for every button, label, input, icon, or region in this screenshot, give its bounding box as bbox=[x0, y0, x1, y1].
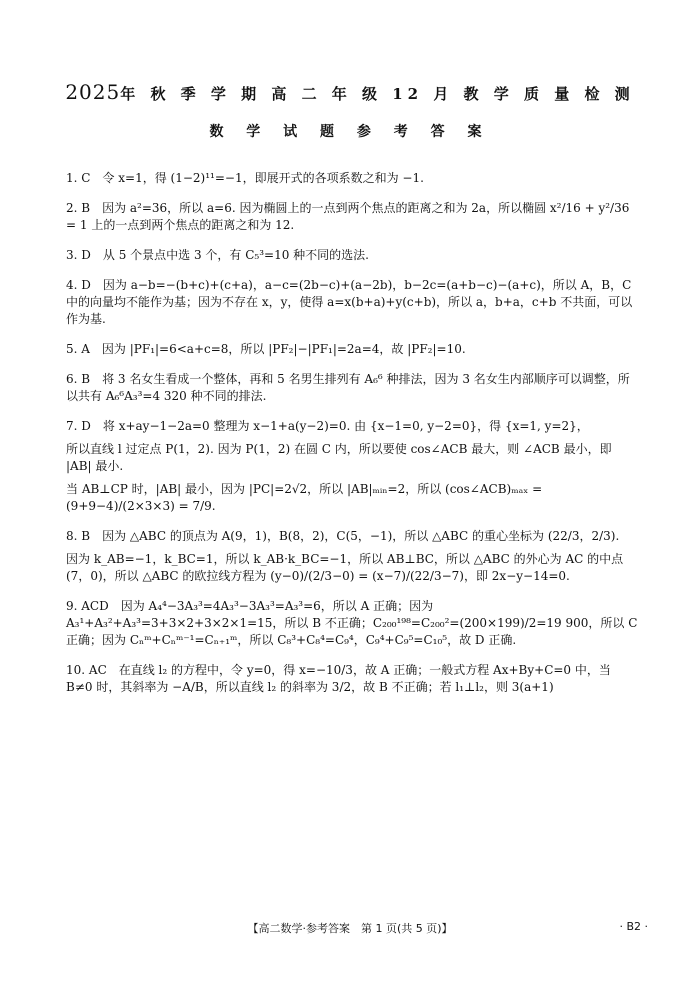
answer-item bbox=[66, 170, 638, 187]
exam-year: 2025 bbox=[65, 80, 121, 104]
answer-paragraph: 所以直线 l 过定点 P(1，2). 因为 P(1，2) 在圆 C 内，所以要使 cos∠ACB 最大，则 ∠ACB 最小，即 |AB| 最小. bbox=[66, 442, 612, 473]
answer-paragraph: 3. D 从 5 个景点中选 3 个，有 C₅³=10 种不同的选法. bbox=[66, 248, 369, 262]
document-subtitle: 数 学 试 题 参 考 答 案 bbox=[209, 124, 491, 140]
answer-item bbox=[66, 277, 638, 328]
answer-paragraph: 10. AC 在直线 l₂ 的方程中，令 y=0，得 x=−10/3，故 A 正确；一般式方程 Ax+By+C=0 中，当 B≠0 时，其斜率为 −A/B，所以直线 l₂ 的斜率为 3/2，故 B 不正确；若 l₁⊥l₂，则 3(a+1) bbox=[66, 663, 611, 694]
answer-list bbox=[66, 170, 638, 709]
answer-item bbox=[66, 662, 638, 696]
answer-paragraph: 因为 k_AB=−1，k_BC=1，所以 k_AB·k_BC=−1，所以 AB⊥BC，所以 △ABC 的外心为 AC 的中点 (7，0)，所以 △ABC 的欧拉线方程为 (y−0)/(2/3−0) = (x−7)/(22/3−7)，即 2x−y−14=0. bbox=[66, 552, 624, 583]
answer-paragraph: 当 AB⊥CP 时，|AB| 最小，因为 |PC|=2√2，所以 |AB|ₘᵢₙ=2，所以 (cos∠ACB)ₘₐₓ = (9+9−4)/(2×3×3) = 7/9. bbox=[66, 482, 543, 513]
answer-item bbox=[66, 371, 638, 405]
exam-title-text: 年 秋 季 学 期 高 二 年 级 12 月 教 学 质 量 检 测 bbox=[120, 85, 635, 103]
answer-paragraph: 2. B 因为 a²=36，所以 a=6. 因为椭圆上的一点到两个焦点的距离之和为 2a，所以椭圆 x²/16 + y²/36 = 1 上的一点到两个焦点的距离之和为 12. bbox=[66, 201, 630, 232]
answer-item bbox=[66, 598, 638, 649]
answer-item bbox=[66, 418, 638, 515]
answer-item bbox=[66, 247, 638, 264]
answer-paragraph: 9. ACD 因为 A₄⁴−3A₃³=4A₃³−3A₃³=A₃³=6，所以 A 正确；因为 A₃¹+A₃²+A₃³=3+3×2+3×2×1=15，所以 B 不正确；C₂₀₀¹⁹⁸=C₂₀₀²=(200×199)/2=19 900，所以 C 正确；因为 Cₙᵐ+Cₙᵐ⁻¹=Cₙ₊₁ᵐ，所以 C₈³+C₈⁴=C₉⁴，C₉⁴+C₉⁵=C₁₀⁵，故 D 正确. bbox=[66, 599, 638, 647]
answer-item bbox=[66, 528, 638, 585]
page-footer: 【高二数学·参考答案 第 1 页(共 5 页)】 bbox=[247, 922, 453, 935]
answer-paragraph: 4. D 因为 a−b=−(b+c)+(c+a)，a−c=(2b−c)+(a−2b)，b−2c=(a+b−c)−(a+c)，所以 A，B，C 中的向量均不能作为基；因为不存在 x，y，使得 a=x(b+a)+y(c+b)，所以 a，b+a，c+b 不共面，可以作为基. bbox=[66, 278, 633, 326]
answer-item bbox=[66, 200, 638, 234]
exam-title bbox=[0, 80, 700, 104]
answer-item bbox=[66, 341, 638, 358]
answer-paragraph: 8. B 因为 △ABC 的顶点为 A(9，1)，B(8，2)，C(5，−1)，所以 △ABC 的重心坐标为 (22/3，2/3). bbox=[66, 529, 620, 543]
answer-paragraph: 7. D 将 x+ay−1−2a=0 整理为 x−1+a(y−2)=0. 由 {x−1=0, y−2=0}，得 {x=1, y=2}， bbox=[66, 419, 589, 433]
page-code: · B2 · bbox=[619, 920, 648, 933]
answer-paragraph: 1. C 令 x=1，得 (1−2)¹¹=−1，即展开式的各项系数之和为 −1. bbox=[66, 171, 424, 185]
answer-paragraph: 6. B 将 3 名女生看成一个整体，再和 5 名男生排列有 A₆⁶ 种排法，因为 3 名女生内部顺序可以调整，所以共有 A₆⁶A₃³=4 320 种不同的排法. bbox=[66, 372, 630, 403]
answer-paragraph: 5. A 因为 |PF₁|=6<a+c=8，所以 |PF₂|−|PF₁|=2a=4，故 |PF₂|=10. bbox=[66, 342, 466, 356]
